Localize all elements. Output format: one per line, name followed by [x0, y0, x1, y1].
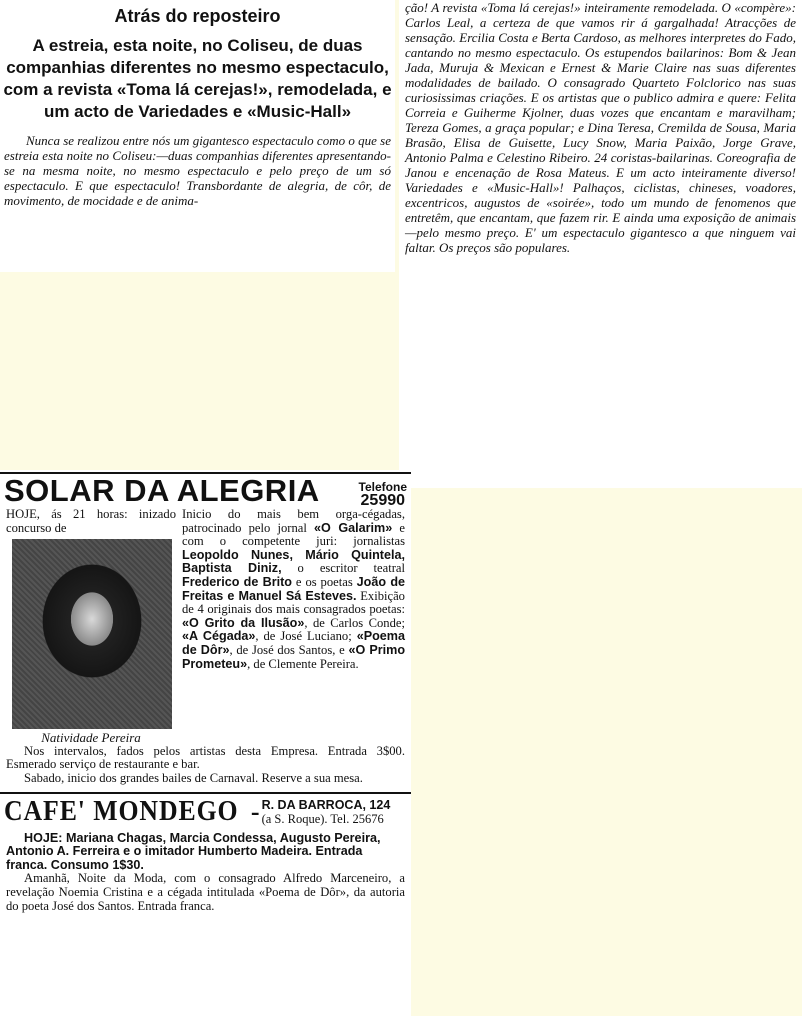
solar-carnival: Sabado, inicio dos grandes bailes de Carnaval. Reserve a sua mesa. [24, 770, 363, 785]
solar-title: SOLAR DA ALEGRIA [4, 473, 320, 508]
mondego-header [0, 792, 411, 828]
article-clipping-left [0, 0, 395, 272]
solar-intro: HOJE, ás 21 horas: inizado concurso de [6, 507, 176, 535]
article-body-left: Nunca se realizou entre nós um gigantesco espectaculo como o que se estreia esta noite no Coliseu:—duas companhias diferentes apresentando-se na mesma noite, no mesmo espectaculo e pelo preço de um só espectaculo. E que espectaculo! Transbordante de alegria, de côr, de movimento, de mocidade e de anima- [4, 133, 391, 208]
mondego-title: CAFE' MONDEGO [4, 795, 239, 827]
photo-caption: Natividade Pereira [41, 730, 141, 746]
mondego-tomorrow: Amanhã, Noite da Moda, com o consagrado Alfredo Marceneiro, a revelação Noemia Cristina e a cégada intitulada «Poema de Dôr», da autoria do poeta José dos Santos. Entrada franca. [6, 871, 405, 913]
advertisements-clipping [0, 470, 411, 1016]
telephone-label: Telefone [358, 480, 407, 494]
mondego-dash: - [250, 796, 260, 826]
telephone-number: 25990 [360, 492, 406, 509]
solar-intervals: Nos intervalos, fados pelos artistas desta Empresa. Entrada 3$00. Esmerado serviço de restaurante e bar. [6, 743, 405, 772]
mondego-today: HOJE: Mariana Chagas, Marcia Condessa, Augusto Pereira, Antonio A. Ferreira e o imitador Humberto Madeira. Entrada franca. Consumo 1$30. [6, 830, 381, 872]
solar-body [0, 508, 411, 786]
article-clipping-right [399, 0, 802, 488]
mondego-address: R. DA BARROCA, 124 (a S. Roque). Tel. 25676 [261, 797, 391, 826]
solar-telephone [359, 480, 407, 508]
article-title: Atrás do reposteiro [114, 6, 281, 26]
portrait-photo [12, 539, 172, 729]
article-headline: A estreia, esta noite, no Coliseu, de duas companhias diferentes no mesmo espectaculo, com a revista «Toma lá cerejas!», remodelada, e um acto de Variedades e «Music-Hall» [3, 36, 392, 121]
article-body-right: ção! A revista «Toma lá cerejas!» inteiramente remodelada. O «compère»: Carlos Leal, a certeza de que vamos rir á gargalhada! Atracções de sensação. Ercilia Costa e Berta Cardoso, as melhores interpretes do Fado, cantando no mesmo espectaculo. Os estupendos bailarinos: Bom & Jean Jada, Muruja & Mexican e Ernest & Marie Claire nas suas diferentes modalidades de bailado. O consagrado Quarteto Folclorico nas suas curiosissimas criações. E os artistas que o publico admira e quere: Felita Correia e Guiherme Kjolner, duas vozes que encantam e maravilham; Tereza Gomes, a graça popular; e Dina Teresa, Cremilda de Sousa, Maria Brasão, Elisa de Guisette, Lucy Snow, Maria Paixão, Jorge Grave, Antonio Palma e Celestino Ribeiro. 24 coristas-bailarinas. Coreografia de Janou e encenação de Rosa Mateus. E um acto inteiramente diverso! Variedades e «Music-Hall»! Palhaços, ciclistas, chineses, voadores, excentricos, augustos de «soirée», todo um mundo de fenomenos que entretêm, que encantam, que fazem rir. E ainda uma exposição de animais —pelo mesmo preço. E' um espectaculo gigantesco a que ninguem vai faltar. Os preços são populares. [405, 0, 796, 255]
solar-contest-text: Inicio do mais bem orga-cégadas, patrocinado pelo jornal «O Galarim» e com o competente juri: jornalistas Leopoldo Nunes, Mário Quintela, Baptista Diniz, o escritor teatral Frederico de Brito e os poetas João de Freitas e Manuel Sá Esteves. Exibição de 4 originais dos mais consagrados poetas: «O Grito da Ilusão», de Carlos Conde; «A Cégada», de José Luciano; «Poema de Dôr», de José dos Santos, e «O Primo Prometeu», de Clemente Pereira. [182, 507, 406, 671]
solar-header [0, 472, 411, 508]
